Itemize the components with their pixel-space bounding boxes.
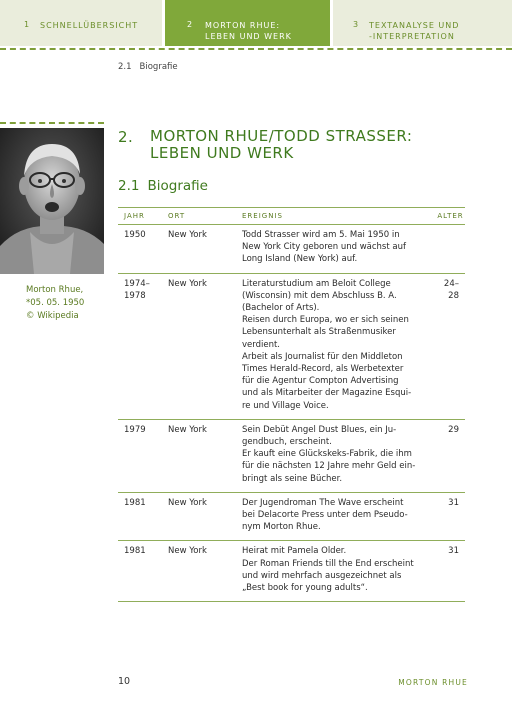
table-header-row — [118, 208, 465, 225]
breadcrumb: 2.1 Biografie — [118, 62, 178, 72]
cell-alter: 24–28 — [430, 273, 465, 419]
table-row — [118, 273, 465, 419]
header-jahr: JAHR — [118, 208, 162, 225]
photo-divider — [0, 122, 104, 124]
cell-jahr: 1979 — [118, 419, 162, 492]
biography-table — [118, 207, 465, 602]
cell-jahr: 1981 — [118, 541, 162, 602]
header-alter: ALTER — [430, 208, 465, 225]
chapter-number: 2. — [118, 128, 134, 146]
tab-textanalyse[interactable] — [333, 0, 512, 46]
tab-label: MORTON RHUE: LEBEN UND WERK — [205, 21, 292, 41]
chapter-tabs — [0, 0, 512, 48]
cell-ort: New York — [162, 541, 236, 602]
table-row — [118, 225, 465, 274]
cell-alter — [430, 225, 465, 274]
cell-ereignis: Todd Strasser wird am 5. Mai 1950 in New York City geboren und wächst auf Long Island (New York) auf. — [236, 225, 430, 274]
cell-jahr: 1981 — [118, 492, 162, 541]
cell-alter: 31 — [430, 541, 465, 602]
tab-number: 2 — [187, 20, 194, 29]
cell-ereignis: Heirat mit Pamela Older. Der Roman Friends till the End erscheint und wird mehrfach ausgezeichnet als „Best book for young adults“. — [236, 541, 430, 602]
author-photo — [0, 128, 104, 274]
cell-ereignis: Sein Debüt Angel Dust Blues, ein Ju- gendbuch, erscheint. Er kauft eine Glückskeks-Fabrik, die ihm für die nächsten 12 Jahre mehr Geld ein- bringt als seine Bücher. — [236, 419, 430, 492]
table-row — [118, 492, 465, 541]
cell-ort: New York — [162, 273, 236, 419]
cell-ort: New York — [162, 225, 236, 274]
tab-divider — [0, 48, 512, 50]
cell-jahr: 1974– 1978 — [118, 273, 162, 419]
header-ereignis: EREIGNIS — [236, 208, 430, 225]
photo-caption: Morton Rhue, *05. 05. 1950 © Wikipedia — [26, 285, 85, 321]
chapter-title: MORTON RHUE/TODD STRASSER: LEBEN UND WERK — [150, 127, 413, 162]
tab-number: 1 — [24, 20, 31, 29]
cell-alter: 31 — [430, 492, 465, 541]
running-title: MORTON RHUE — [398, 678, 468, 687]
table-row — [118, 419, 465, 492]
tab-label: TEXTANALYSE UND -INTERPRETATION — [369, 21, 460, 41]
tab-label: SCHNELLÜBERSICHT — [40, 21, 139, 30]
tab-leben-und-werk[interactable] — [165, 0, 330, 46]
cell-ort: New York — [162, 492, 236, 541]
cell-ereignis: Literaturstudium am Beloit College (Wisconsin) mit dem Abschluss B. A. (Bachelor of Arts). Reisen durch Europa, wo er sich seinen Lebensunterhalt als Straßenmusiker verdient. Arbeit als Journalist für den Middleton Times Herald-Record, als Werbetexter für die Agentur Compton Advertising und als Mitarbeiter der Magazine Esqui- re und Village Voice. — [236, 273, 430, 419]
cell-jahr: 1950 — [118, 225, 162, 274]
section-heading: 2.1 Biografie — [118, 178, 208, 194]
table-row — [118, 541, 465, 602]
cell-ort: New York — [162, 419, 236, 492]
cell-ereignis: Der Jugendroman The Wave erscheint bei Delacorte Press unter dem Pseudo- nym Morton Rhue. — [236, 492, 430, 541]
header-ort: ORT — [162, 208, 236, 225]
page-number: 10 — [118, 676, 131, 687]
cell-alter: 29 — [430, 419, 465, 492]
tab-schnelluebersicht[interactable] — [0, 0, 162, 46]
tab-number: 3 — [353, 20, 360, 29]
